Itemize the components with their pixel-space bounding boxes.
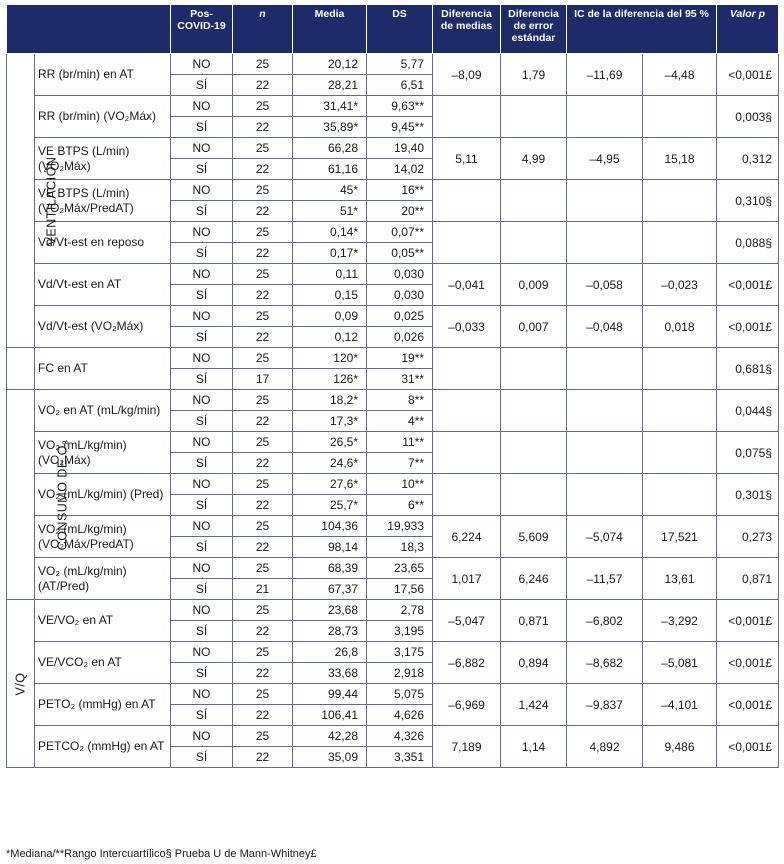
media-value: 18,2* [293, 390, 367, 411]
group-label-cell [7, 54, 59, 348]
p-value: 0,088§ [717, 222, 779, 264]
ds-value: 0,030 [367, 285, 433, 306]
ic-low-value [567, 348, 643, 390]
ds-value: 0,030 [367, 264, 433, 285]
n-value: 22 [233, 621, 293, 642]
variable-label: VO₂ (mL/kg/min) (VO₂Máx/PredAT) [35, 516, 171, 558]
table-row [7, 642, 779, 663]
dif-medias-value [433, 348, 501, 390]
group-si: SÍ [171, 621, 233, 642]
ic-low-value [567, 222, 643, 264]
variable-label: VO₂ en AT (mL/kg/min) [35, 390, 171, 432]
group-no: NO [171, 600, 233, 621]
dif-medias-value [433, 222, 501, 264]
group-si: SÍ [171, 453, 233, 474]
group-label: VENTILACIÓN [44, 156, 59, 245]
ic-low-value: –8,682 [567, 642, 643, 684]
dif-error-value [501, 474, 567, 516]
variable-label: PETCO₂ (mmHg) en AT [35, 726, 171, 768]
media-value: 104,36 [293, 516, 367, 537]
group-label-cell [7, 390, 70, 600]
group-label: CONSUMO DE O₂ [55, 439, 70, 550]
ds-value: 5,77 [367, 54, 433, 75]
media-value: 106,41 [293, 705, 367, 726]
table-row [7, 684, 779, 705]
group-label: V/Q [13, 671, 28, 696]
header-n: n [233, 5, 293, 54]
ic-high-value: 13,61 [643, 558, 717, 600]
ic-high-value [643, 432, 717, 474]
n-value: 22 [233, 159, 293, 180]
table-row [7, 306, 779, 327]
variable-label: PETO₂ (mmHg) en AT [35, 684, 171, 726]
group-no: NO [171, 138, 233, 159]
group-no: NO [171, 264, 233, 285]
variable-label: VO₂ (mL/kg/min) (VO₂Máx) [35, 432, 171, 474]
table-row [7, 222, 779, 243]
ds-value: 4,626 [367, 705, 433, 726]
table-row [7, 96, 779, 117]
media-value: 0,14* [293, 222, 367, 243]
ic-low-value: 4,892 [567, 726, 643, 768]
dif-medias-value [433, 180, 501, 222]
p-value: <0,001£ [717, 306, 779, 348]
ds-value: 3,175 [367, 642, 433, 663]
dif-error-value [501, 222, 567, 264]
dif-medias-value: 5,11 [433, 138, 501, 180]
variable-label: VO₂ (mL/kg/min) (AT/Pred) [35, 558, 171, 600]
dif-error-value: 0,007 [501, 306, 567, 348]
ds-value: 16** [367, 180, 433, 201]
p-value: 0,044§ [717, 390, 779, 432]
table-row [7, 348, 779, 369]
table-row [7, 726, 779, 747]
n-value: 22 [233, 747, 293, 768]
group-si: SÍ [171, 159, 233, 180]
variable-label: VE BTPS (L/min) (VO₂Máx/PredAT) [35, 180, 171, 222]
n-value: 22 [233, 117, 293, 138]
group-no: NO [171, 432, 233, 453]
ds-value: 4** [367, 411, 433, 432]
media-value: 98,14 [293, 537, 367, 558]
media-value: 51* [293, 201, 367, 222]
p-value: 0,681§ [717, 348, 779, 390]
footnote: *Mediana/**Rango Intercuartílico§ Prueba U de Mann-Whitney£ [6, 848, 317, 860]
ds-value: 11** [367, 432, 433, 453]
header-blank [7, 5, 171, 54]
n-value: 25 [233, 348, 293, 369]
ds-value: 0,025 [367, 306, 433, 327]
n-value: 25 [233, 180, 293, 201]
dif-medias-value: –6,969 [433, 684, 501, 726]
group-si: SÍ [171, 75, 233, 96]
media-value: 66,28 [293, 138, 367, 159]
variable-label: RR (br/min) (VO₂Máx) [35, 96, 171, 138]
ds-value: 3,351 [367, 747, 433, 768]
ic-low-value: –0,058 [567, 264, 643, 306]
p-value: 0,301§ [717, 474, 779, 516]
n-value: 25 [233, 54, 293, 75]
variable-label: VO₂ (mL/kg/min) (Pred) [35, 474, 171, 516]
n-value: 17 [233, 369, 293, 390]
media-value: 42,28 [293, 726, 367, 747]
p-value: 0,003§ [717, 96, 779, 138]
table-row [7, 432, 779, 453]
media-value: 0,09 [293, 306, 367, 327]
p-value: 0,871 [717, 558, 779, 600]
group-si: SÍ [171, 537, 233, 558]
group-no: NO [171, 684, 233, 705]
group-no: NO [171, 306, 233, 327]
ds-value: 6,51 [367, 75, 433, 96]
ds-value: 9,63** [367, 96, 433, 117]
dif-error-value: 4,99 [501, 138, 567, 180]
n-value: 25 [233, 264, 293, 285]
ic-high-value: –5,081 [643, 642, 717, 684]
dif-error-value: 0,871 [501, 600, 567, 642]
media-value: 68,39 [293, 558, 367, 579]
group-no: NO [171, 390, 233, 411]
ds-value: 4,326 [367, 726, 433, 747]
ds-value: 0,07** [367, 222, 433, 243]
p-value: 0,312 [717, 138, 779, 180]
ic-low-value: –4,95 [567, 138, 643, 180]
group-no: NO [171, 516, 233, 537]
n-value: 25 [233, 726, 293, 747]
media-value: 23,68 [293, 600, 367, 621]
dif-medias-value: –8,09 [433, 54, 501, 96]
ic-low-value: –0,048 [567, 306, 643, 348]
media-value: 61,16 [293, 159, 367, 180]
ds-value: 23,65 [367, 558, 433, 579]
ds-value: 19** [367, 348, 433, 369]
group-si: SÍ [171, 117, 233, 138]
p-value: <0,001£ [717, 726, 779, 768]
ds-value: 17,56 [367, 579, 433, 600]
media-value: 25,7* [293, 495, 367, 516]
p-value: <0,001£ [717, 642, 779, 684]
group-no: NO [171, 642, 233, 663]
table-row [7, 180, 779, 201]
table-row [7, 600, 779, 621]
dif-medias-value [433, 432, 501, 474]
table-row [7, 138, 779, 159]
n-value: 25 [233, 516, 293, 537]
n-value: 21 [233, 579, 293, 600]
media-value: 45* [293, 180, 367, 201]
ds-value: 3,195 [367, 621, 433, 642]
media-value: 24,6* [293, 453, 367, 474]
variable-label: Vd/Vt-est (VO₂Máx) [35, 306, 171, 348]
dif-medias-value: –6,882 [433, 642, 501, 684]
group-si: SÍ [171, 579, 233, 600]
ds-value: 2,918 [367, 663, 433, 684]
group-no: NO [171, 474, 233, 495]
group-no: NO [171, 180, 233, 201]
ds-value: 0,026 [367, 327, 433, 348]
ic-low-value: –9,837 [567, 684, 643, 726]
group-si: SÍ [171, 327, 233, 348]
dif-medias-value: –0,041 [433, 264, 501, 306]
ds-value: 19,40 [367, 138, 433, 159]
n-value: 22 [233, 705, 293, 726]
media-value: 0,11 [293, 264, 367, 285]
media-value: 35,09 [293, 747, 367, 768]
table-row [7, 474, 779, 495]
n-value: 22 [233, 327, 293, 348]
ds-value: 31** [367, 369, 433, 390]
n-value: 25 [233, 600, 293, 621]
n-value: 22 [233, 663, 293, 684]
variable-label: VE/VO₂ en AT [35, 600, 171, 642]
ic-low-value: –6,802 [567, 600, 643, 642]
media-value: 126* [293, 369, 367, 390]
n-value: 25 [233, 432, 293, 453]
n-value: 25 [233, 642, 293, 663]
media-value: 0,15 [293, 285, 367, 306]
variable-label: VE BTPS (L/min) (VO₂Máx) [35, 138, 171, 180]
ds-value: 10** [367, 474, 433, 495]
media-value: 27,6* [293, 474, 367, 495]
group-no: NO [171, 558, 233, 579]
group-si: SÍ [171, 747, 233, 768]
media-value: 28,21 [293, 75, 367, 96]
dif-error-value [501, 348, 567, 390]
header-valor-p: Valor p [717, 5, 779, 54]
ic-low-value: –5,074 [567, 516, 643, 558]
dif-error-value: 0,894 [501, 642, 567, 684]
media-value: 35,89* [293, 117, 367, 138]
dif-error-value: 1,79 [501, 54, 567, 96]
n-value: 22 [233, 201, 293, 222]
group-si: SÍ [171, 369, 233, 390]
dif-medias-value: 7,189 [433, 726, 501, 768]
media-value: 26,8 [293, 642, 367, 663]
variable-label: VE/VCO₂ en AT [35, 642, 171, 684]
n-value: 22 [233, 495, 293, 516]
group-si: SÍ [171, 663, 233, 684]
ic-high-value [643, 348, 717, 390]
ds-value: 9,45** [367, 117, 433, 138]
ic-high-value [643, 390, 717, 432]
ds-value: 5,075 [367, 684, 433, 705]
group-si: SÍ [171, 411, 233, 432]
ds-value: 7** [367, 453, 433, 474]
header-ds: DS [367, 5, 433, 54]
dif-error-value: 5,609 [501, 516, 567, 558]
media-value: 28,73 [293, 621, 367, 642]
ic-high-value: –4,101 [643, 684, 717, 726]
header-ic: IC de la diferencia del 95 % [567, 5, 717, 54]
n-value: 25 [233, 684, 293, 705]
group-no: NO [171, 348, 233, 369]
ic-high-value: 17,521 [643, 516, 717, 558]
ic-low-value [567, 474, 643, 516]
group-label-cell [7, 600, 35, 768]
p-value: <0,001£ [717, 264, 779, 306]
ic-low-value [567, 96, 643, 138]
ic-high-value [643, 96, 717, 138]
header-dif-error: Diferencia de error estándar [501, 5, 567, 54]
ic-high-value: 15,18 [643, 138, 717, 180]
n-value: 25 [233, 558, 293, 579]
p-value: <0,001£ [717, 54, 779, 96]
media-value: 99,44 [293, 684, 367, 705]
p-value: <0,001£ [717, 684, 779, 726]
n-value: 25 [233, 138, 293, 159]
ic-low-value [567, 180, 643, 222]
group-no: NO [171, 222, 233, 243]
ic-high-value [643, 474, 717, 516]
group-si: SÍ [171, 243, 233, 264]
ic-high-value [643, 180, 717, 222]
group-no: NO [171, 96, 233, 117]
variable-label: Vd/Vt-est en reposo [35, 222, 171, 264]
variable-label: RR (br/min) en AT [35, 54, 171, 96]
n-value: 25 [233, 222, 293, 243]
n-value: 22 [233, 411, 293, 432]
table-row [7, 54, 779, 75]
dif-error-value [501, 432, 567, 474]
table-row [7, 390, 779, 411]
ds-value: 2,78 [367, 600, 433, 621]
p-value: 0,310§ [717, 180, 779, 222]
media-value: 0,12 [293, 327, 367, 348]
ds-value: 6** [367, 495, 433, 516]
media-value: 26,5* [293, 432, 367, 453]
media-value: 120* [293, 348, 367, 369]
p-value: <0,001£ [717, 600, 779, 642]
media-value: 17,3* [293, 411, 367, 432]
header-row [7, 5, 779, 54]
dif-medias-value: –0,033 [433, 306, 501, 348]
ds-value: 8** [367, 390, 433, 411]
ds-value: 18,3 [367, 537, 433, 558]
ic-high-value: –4,48 [643, 54, 717, 96]
dif-medias-value: –5,047 [433, 600, 501, 642]
group-si: SÍ [171, 705, 233, 726]
ds-value: 19,933 [367, 516, 433, 537]
n-value: 25 [233, 306, 293, 327]
ic-high-value: –0,023 [643, 264, 717, 306]
n-value: 25 [233, 390, 293, 411]
media-value: 33,68 [293, 663, 367, 684]
ic-low-value: –11,57 [567, 558, 643, 600]
group-label-cell [7, 348, 35, 390]
n-value: 25 [233, 96, 293, 117]
ic-high-value: 0,018 [643, 306, 717, 348]
n-value: 22 [233, 285, 293, 306]
ic-high-value: –3,292 [643, 600, 717, 642]
dif-error-value: 1,424 [501, 684, 567, 726]
p-value: 0,273 [717, 516, 779, 558]
dif-error-value: 0,009 [501, 264, 567, 306]
ds-value: 20** [367, 201, 433, 222]
dif-error-value: 1,14 [501, 726, 567, 768]
ic-low-value [567, 390, 643, 432]
dif-medias-value: 1,017 [433, 558, 501, 600]
variable-label: FC en AT [35, 348, 171, 390]
group-no: NO [171, 54, 233, 75]
ic-low-value [567, 432, 643, 474]
dif-error-value: 6,246 [501, 558, 567, 600]
n-value: 22 [233, 243, 293, 264]
ic-high-value [643, 222, 717, 264]
dif-error-value [501, 96, 567, 138]
table-body [7, 54, 779, 768]
header-poscovid: Pos-COVID-19 [171, 5, 233, 54]
table-row [7, 264, 779, 285]
dif-error-value [501, 390, 567, 432]
n-value: 25 [233, 474, 293, 495]
dif-medias-value [433, 96, 501, 138]
ds-value: 14,02 [367, 159, 433, 180]
p-value: 0,075§ [717, 432, 779, 474]
table-row [7, 516, 779, 537]
group-no: NO [171, 726, 233, 747]
ic-low-value: –11,69 [567, 54, 643, 96]
table-row [7, 558, 779, 579]
media-value: 20,12 [293, 54, 367, 75]
ds-value: 0,05** [367, 243, 433, 264]
media-value: 67,37 [293, 579, 367, 600]
media-value: 0,17* [293, 243, 367, 264]
n-value: 22 [233, 537, 293, 558]
n-value: 22 [233, 453, 293, 474]
dif-error-value [501, 180, 567, 222]
dif-medias-value [433, 474, 501, 516]
header-media: Media [293, 5, 367, 54]
group-si: SÍ [171, 495, 233, 516]
header-dif-medias: Diferencia de medias [433, 5, 501, 54]
ic-high-value: 9,486 [643, 726, 717, 768]
group-si: SÍ [171, 285, 233, 306]
dif-medias-value: 6,224 [433, 516, 501, 558]
variable-label: Vd/Vt-est en AT [35, 264, 171, 306]
media-value: 31,41* [293, 96, 367, 117]
n-value: 22 [233, 75, 293, 96]
results-table [6, 4, 779, 768]
group-si: SÍ [171, 201, 233, 222]
dif-medias-value [433, 390, 501, 432]
